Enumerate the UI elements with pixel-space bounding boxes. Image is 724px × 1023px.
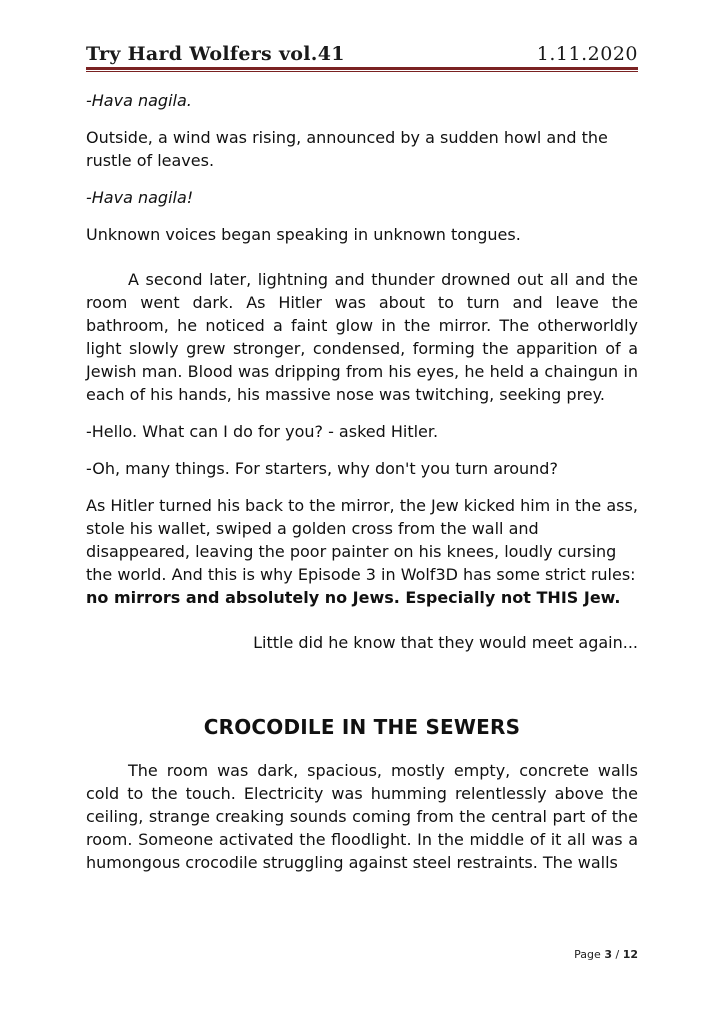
paragraph: -Hava nagila. bbox=[86, 91, 192, 110]
paragraph-bold-text: no mirrors and absolutely no Jews. Especially not THIS Jew. bbox=[86, 588, 621, 607]
page-total: 12 bbox=[622, 948, 638, 961]
header-date: 1.11.2020 bbox=[536, 43, 638, 65]
paragraph: Unknown voices began speaking in unknown tongues. bbox=[86, 225, 521, 244]
paragraph-text: As Hitler turned his back to the mirror, the Jew kicked him in the ass, stole his wallet, swiped a golden cross from the wall and disappeared, leaving the poor painter on his knees, loudly cursing the world. And this is why Episode 3 in Wolf3D has some strict rules: bbox=[86, 496, 638, 584]
header-rule-thin bbox=[86, 71, 638, 72]
paragraph: -Hava nagila! bbox=[86, 188, 194, 207]
paragraph: -Oh, many things. For starters, why don't you turn around? bbox=[86, 459, 558, 478]
paragraph: A second later, lightning and thunder drowned out all and the room went dark. As Hitler was about to turn and leave the bathroom, he noticed a faint glow in the mirror. The otherworldly light slowly grew stronger, condensed, forming the apparition of a Jewish man. Blood was dripping from his eyes, he held a chaingun in each of his hands, his massive nose was twitching, seeking prey. bbox=[86, 270, 638, 404]
paragraph: Little did he know that they would meet again... bbox=[253, 633, 638, 652]
page-footer bbox=[574, 948, 638, 961]
page-separator: / bbox=[615, 948, 620, 961]
page-label: Page bbox=[574, 948, 601, 961]
paragraph: The room was dark, spacious, mostly empty, concrete walls cold to the touch. Electricity was humming relentlessly above the ceiling, strange creaking sounds coming from the central part of the room. Someone activated the floodlight. In the middle of it all was a humongous crocodile struggling against steel restraints. The walls bbox=[86, 761, 638, 872]
paragraph: -Hello. What can I do for you? - asked Hitler. bbox=[86, 422, 439, 441]
header-rule-thick bbox=[86, 67, 638, 70]
paragraph: Outside, a wind was rising, announced by a sudden howl and the rustle of leaves. bbox=[86, 128, 608, 170]
page-current: 3 bbox=[604, 948, 612, 961]
header-title: Try Hard Wolfers vol.41 bbox=[86, 43, 345, 65]
section-heading: CROCODILE IN THE SEWERS bbox=[203, 715, 521, 739]
page-header bbox=[86, 43, 638, 67]
paragraph bbox=[86, 494, 638, 609]
document-body bbox=[86, 89, 638, 888]
